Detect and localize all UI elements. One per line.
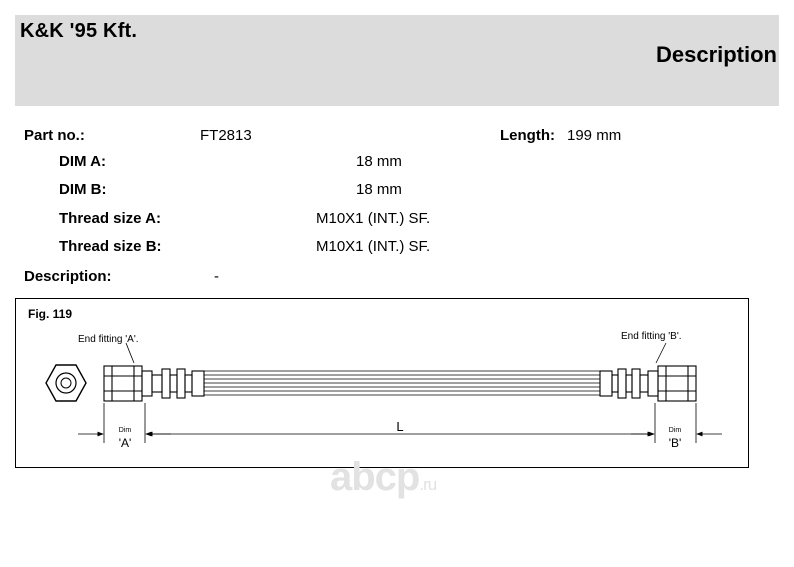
length-label: Length: bbox=[500, 127, 555, 144]
dim-a-word: Dim bbox=[118, 427, 132, 434]
watermark bbox=[330, 455, 436, 500]
dim-a-mark: 'A' bbox=[118, 436, 132, 450]
description-value: - bbox=[214, 268, 219, 285]
watermark-text: abcp bbox=[330, 455, 420, 499]
page-title: Description bbox=[655, 42, 777, 67]
thread-b-value: M10X1 (INT.) SF. bbox=[316, 238, 431, 255]
figure-label: Fig. 119 bbox=[28, 307, 73, 321]
figure-box bbox=[15, 298, 749, 468]
brake-hose-drawing bbox=[16, 299, 748, 467]
dim-b-value: 18 mm bbox=[356, 181, 402, 198]
dim-b-word: Dim bbox=[668, 427, 682, 434]
part-no-label: Part no.: bbox=[24, 127, 85, 144]
description-label: Description: bbox=[24, 268, 112, 285]
end-fitting-a-label: End fitting 'A'. bbox=[78, 334, 139, 345]
thread-b-label: Thread size B: bbox=[59, 238, 162, 255]
hex-nut-end-view bbox=[46, 365, 86, 401]
end-fitting-b bbox=[600, 366, 696, 401]
dim-b-label: DIM B: bbox=[59, 181, 107, 198]
dim-b-mark: 'B' bbox=[668, 436, 682, 450]
thread-a-value: M10X1 (INT.) SF. bbox=[316, 210, 431, 227]
end-fitting-a bbox=[104, 366, 204, 401]
hose-body bbox=[204, 371, 600, 395]
length-value: 199 mm bbox=[567, 127, 622, 144]
dim-a-label: DIM A: bbox=[59, 153, 106, 170]
length-symbol: L bbox=[396, 419, 404, 434]
header-banner bbox=[15, 15, 779, 106]
watermark-suffix: .ru bbox=[419, 475, 437, 494]
part-no-value: FT2813 bbox=[200, 127, 252, 144]
thread-a-label: Thread size A: bbox=[59, 210, 161, 227]
end-fitting-b-label: End fitting 'B'. bbox=[621, 331, 682, 342]
pointer-a-line bbox=[126, 343, 134, 363]
pointer-b-line bbox=[656, 343, 666, 363]
dim-a-value: 18 mm bbox=[356, 153, 402, 170]
company-name: K&K '95 Kft. bbox=[20, 20, 138, 42]
